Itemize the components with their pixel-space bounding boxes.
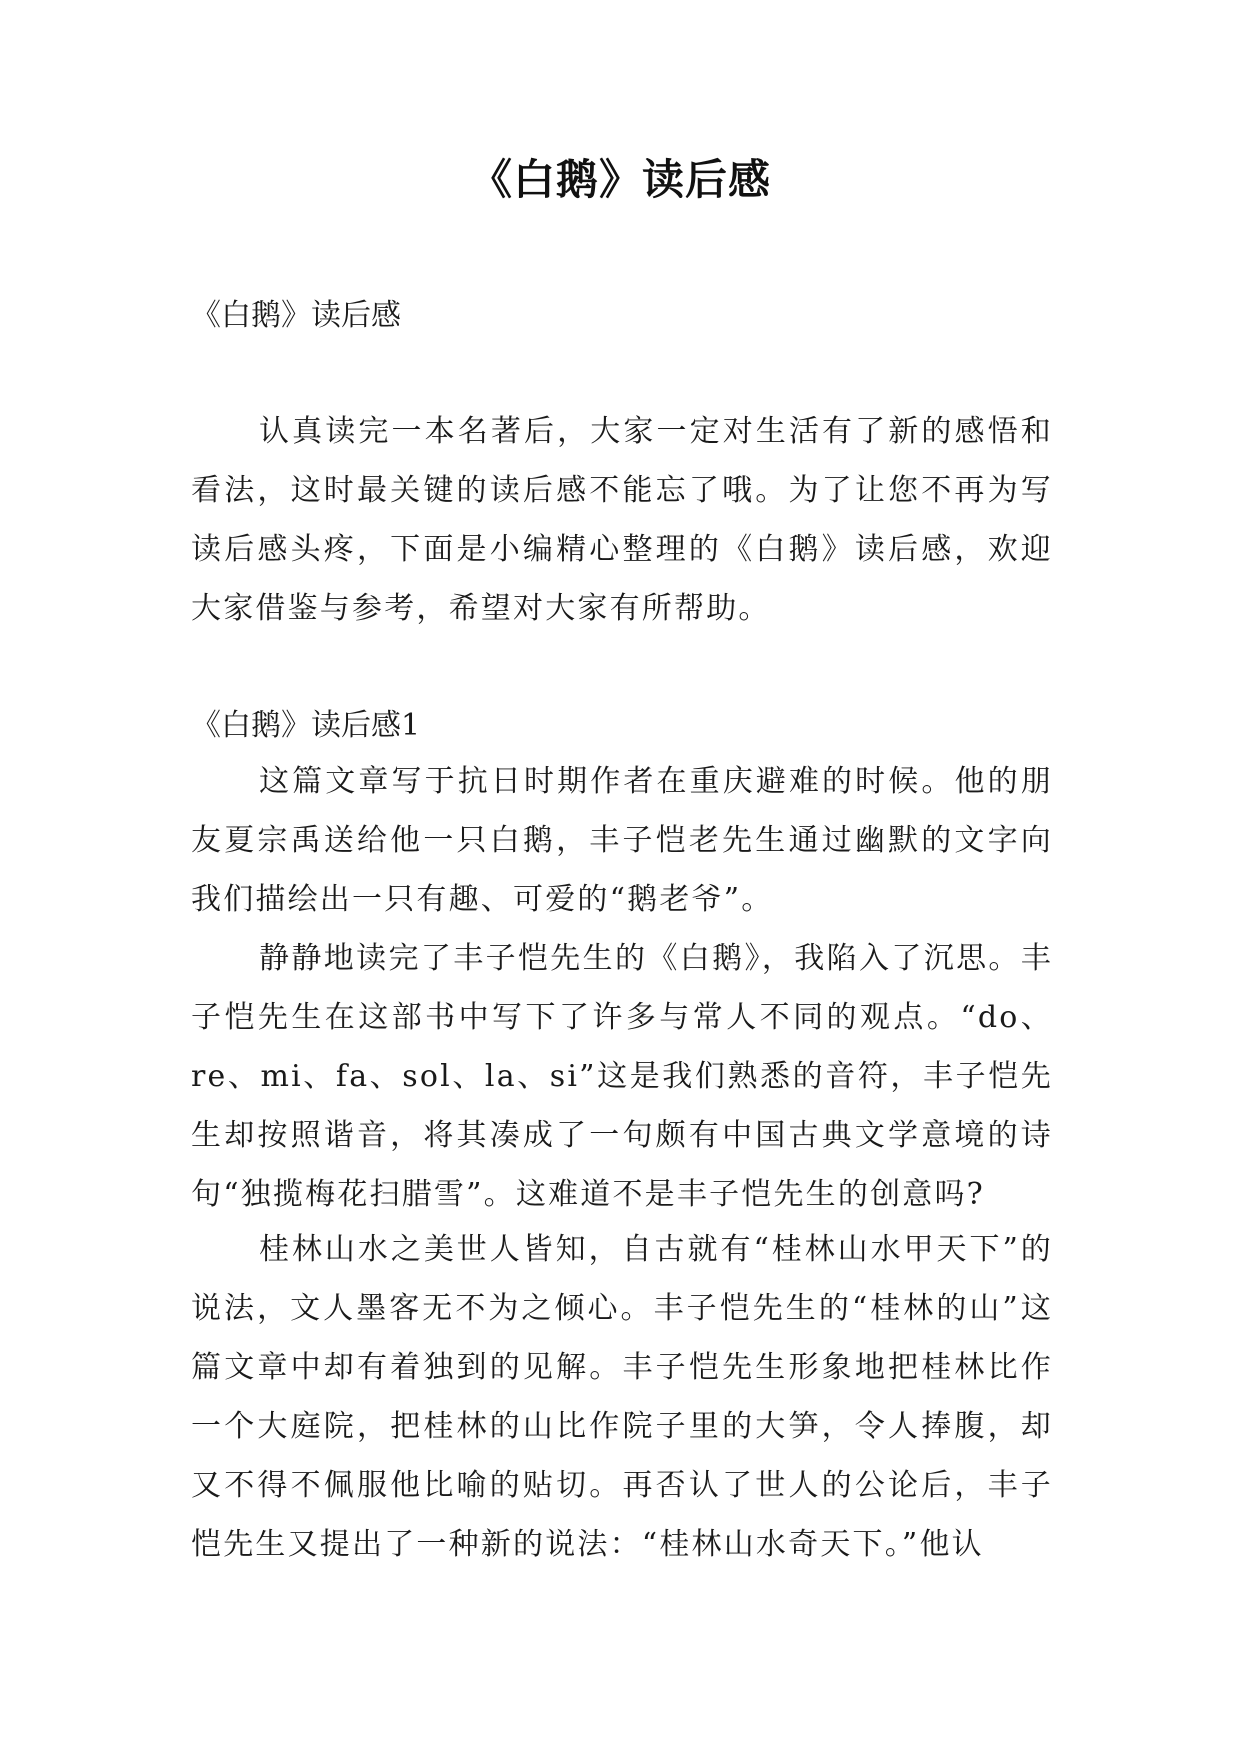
section-1-paragraph-3: 桂林山水之美世人皆知，自古就有“桂林山水甲天下”的说法，文人墨客无不为之倾心。丰子恺先生的“桂林的山”这篇文章中却有着独到的见解。丰子恺先生形象地把桂林比作一个大庭院，把桂林的山比作院子里的大笋，令人捧腹，却又不得不佩服他比喻的贴切。再否认了世人的公论后，丰子恺先生又提出了一种新的说法：“桂林山水奇天下。”他认	[191, 1232, 1053, 1562]
section-1-paragraph-2: 静静地读完了丰子恺先生的《白鹅》，我陷入了沉思。丰子恺先生在这部书中写下了许多与常人不同的观点。“do、re、mi、fa、sol、la、si”这是我们熟悉的音符，丰子恺先生却按照谐音，将其凑成了一句颇有中国古典文学意境的诗句“独揽梅花扫腊雪”。这难道不是丰子恺先生的创意吗?	[191, 941, 1053, 1212]
section-1-heading: 《白鹅》读后感1	[191, 708, 421, 743]
section-1-paragraph-1: 这篇文章写于抗日时期作者在重庆避难的时候。他的朋友夏宗禹送给他一只白鹅，丰子恺老先生通过幽默的文字向我们描绘出一只有趣、可爱的“鹅老爷”。	[191, 764, 1053, 917]
page-title: 《白鹅》读后感	[469, 155, 771, 204]
document-subheading: 《白鹅》读后感	[191, 298, 401, 333]
intro-paragraph: 认真读完一本名著后，大家一定对生活有了新的感悟和看法，这时最关键的读后感不能忘了哦。为了让您不再为写读后感头疼，下面是小编精心整理的《白鹅》读后感，欢迎大家借鉴与参考，希望对大家有所帮助。	[191, 414, 1053, 626]
